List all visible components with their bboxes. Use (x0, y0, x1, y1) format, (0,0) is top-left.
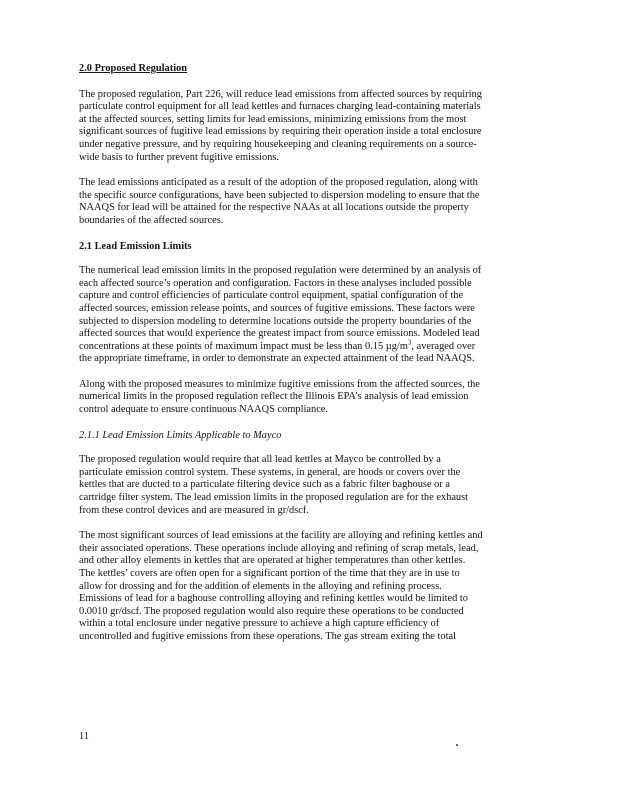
text-line: the specific source configurations, have been subjected to dispersion modeling to ensure that the (79, 189, 480, 201)
paragraph-2-0-intro (79, 89, 547, 165)
text-line: particulate emission control system. These systems, in general, are hoods or covers over the (79, 466, 461, 478)
paragraph-2-1-1-kettles (79, 454, 547, 517)
paragraph-2-1-fugitive (79, 379, 547, 417)
text-line: the appropriate timeframe, in order to demonstrate an expected attainment of the lead NAAQS. (79, 353, 475, 365)
page-number: 11 (79, 731, 90, 742)
text-line: significant sources of fugitive lead emissions by requiring their operation inside a total enclosure (79, 126, 482, 138)
text-line: affected sources, emission release points, and sources of fugitive emissions. These factors were (79, 302, 475, 314)
text-line: The most significant sources of lead emissions at the facility are alloying and refining kettles and (79, 530, 483, 542)
text-line (79, 338, 547, 354)
superscript: 3 (407, 338, 412, 347)
text-line: The numerical lead emission limits in the proposed regulation were determined by an analysis of (79, 265, 482, 277)
text-line: allow for drossing and for the addition of elements in the alloying and refining process. (79, 580, 442, 592)
text-line: The proposed regulation would require that all lead kettles at Mayco be controlled by a (79, 454, 441, 466)
text-line: 0.0010 gr/dscf. The proposed regulation would also require these operations to be conducted (79, 605, 464, 617)
text-line: their associated operations. These operations include alloying and refining of scrap metals, lead, (79, 542, 479, 554)
section-heading-2-1: 2.1 Lead Emission Limits (79, 240, 192, 252)
text-line: NAAQS for lead will be attained for the respective NAAs at all locations outside the property (79, 202, 469, 214)
text-line: The lead emissions anticipated as a result of the adoption of the proposed regulation, along with (79, 177, 478, 189)
text-fragment: concentrations at these points of maximum impact must be less than 0.15 µg/m (79, 340, 408, 352)
text-line: boundaries of the affected sources. (79, 214, 224, 226)
text-line: under negative pressure, and by requiring housekeeping and cleaning requirements on a source- (79, 138, 477, 150)
page-content (79, 63, 547, 657)
paragraph-2-1-1-sources (79, 530, 547, 643)
text-line: The kettles’ covers are often open for a significant portion of the time that they are in use to (79, 568, 460, 579)
paragraph-2-1-limits (79, 265, 547, 366)
text-line: subjected to dispersion modeling to determine locations outside the property boundaries of the (79, 315, 472, 327)
text-line: each affected source’s operation and configuration. Factors in these analyses included possible (79, 277, 472, 289)
text-line: Emissions of lead for a baghouse controlling alloying and refining kettles would be limited to (79, 593, 468, 605)
text-line: wide basis to further prevent fugitive emissions. (79, 151, 279, 163)
text-line: and other alloy elements in kettles that are operated at higher temperatures than other kettles. (79, 555, 466, 567)
paragraph-2-0-modeling (79, 177, 547, 227)
text-line: Along with the proposed measures to minimize fugitive emissions from the affected sources, the (79, 378, 480, 390)
text-line: The proposed regulation, Part 226, will reduce lead emissions from affected sources by requiring (79, 88, 482, 100)
section-heading-2-1-1: 2.1.1 Lead Emission Limits Applicable to Mayco (79, 429, 282, 441)
text-line: control adequate to ensure continuous NAAQS compliance. (79, 404, 329, 416)
text-fragment: , averaged over (411, 340, 476, 352)
text-line: within a total enclosure under negative pressure to achieve a high capture efficiency of (79, 618, 440, 630)
text-line: uncontrolled and fugitive emissions from these operations. The gas stream exiting the total (79, 630, 456, 642)
text-line: at the affected sources, setting limits for lead emissions, minimizing emissions from the most (79, 113, 467, 125)
section-heading-2-0: 2.0 Proposed Regulation (79, 63, 188, 74)
text-line: affected sources that would experience the greatest impact from source emissions. Modeled lead (79, 328, 480, 340)
text-line: from these control devices and are measured in gr/dscf. (79, 504, 309, 516)
text-line: numerical limits in the proposed regulation reflect the Illinois EPA’s analysis of lead emission (79, 391, 469, 403)
text-line: particulate control equipment for all lead kettles and furnaces charging lead-containing materials (79, 101, 481, 113)
text-line: kettles that are ducted to a particulate filtering device such as a fabric filter baghouse or a (79, 479, 451, 491)
text-line: cartridge filter system. The lead emission limits in the proposed regulation are for the exhaust (79, 492, 469, 504)
scan-speck (456, 744, 458, 746)
text-line: capture and control efficiencies of particulate control equipment, spatial configuration of the (79, 290, 464, 302)
